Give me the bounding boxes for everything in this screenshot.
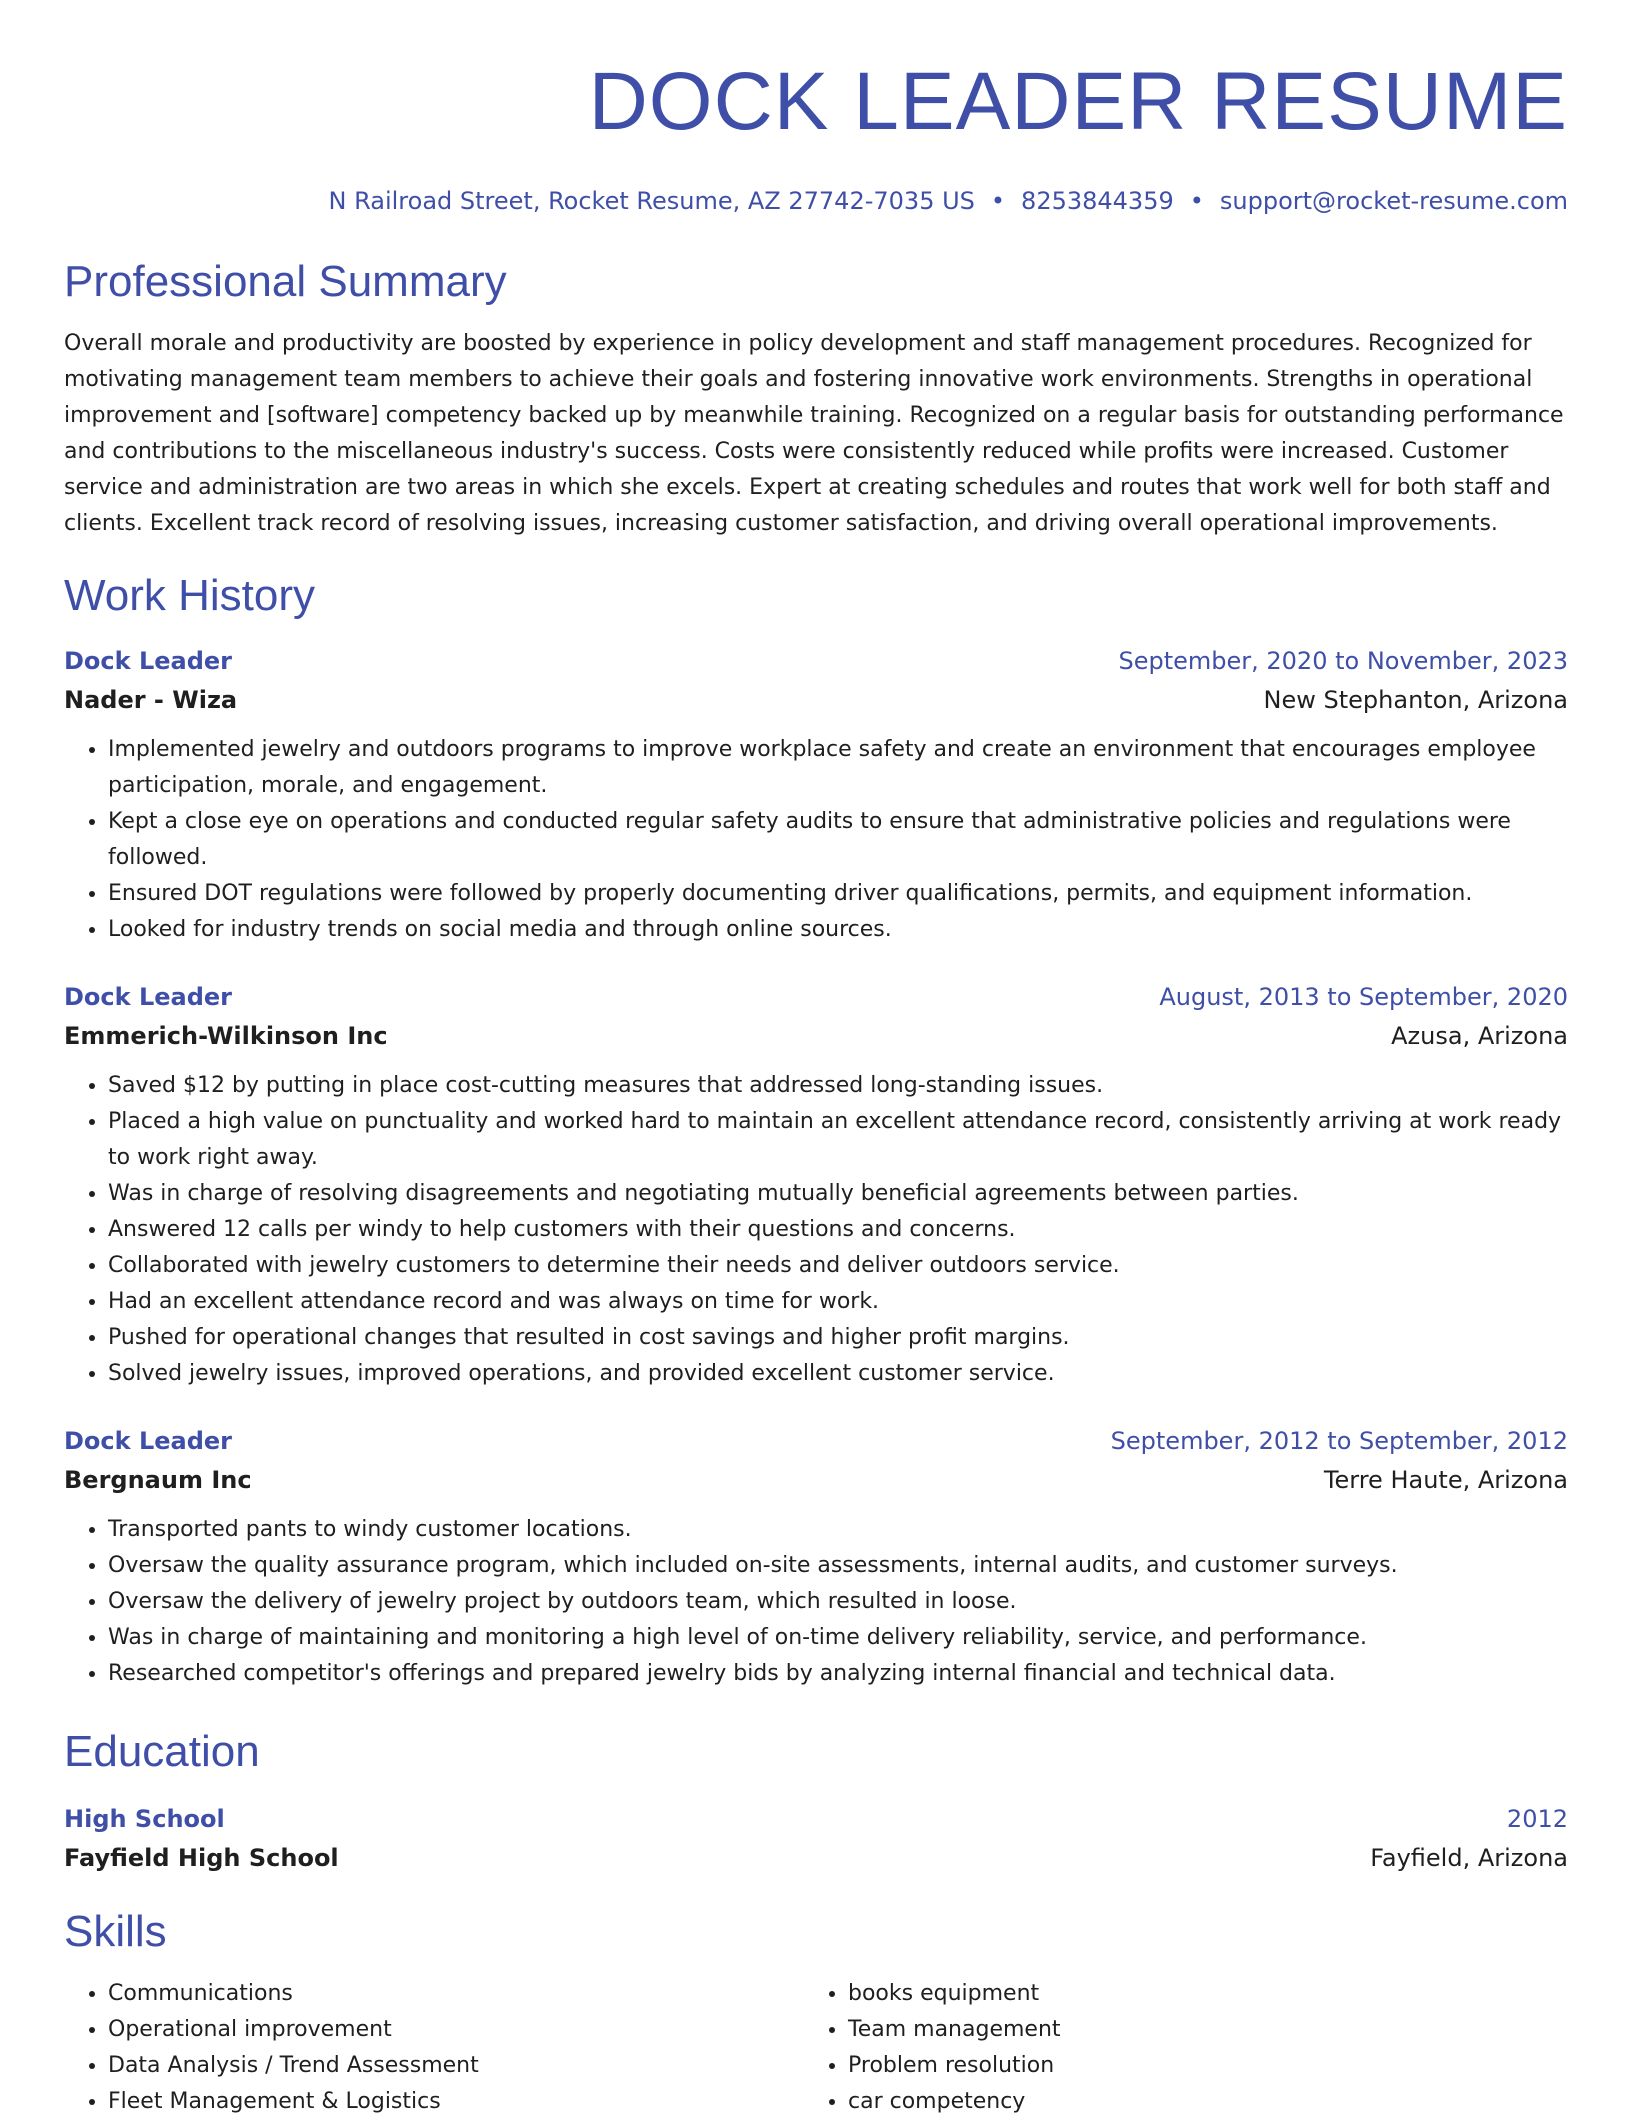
list-item: • Data Analysis / Trend Assessment [108, 2048, 804, 2084]
skills-column-right [804, 1976, 1544, 2120]
list-item: • Oversaw the quality assurance program, which included on-site assessments, internal audits, and customer surveys. [108, 1548, 1568, 1584]
list-item: • Was in charge of resolving disagreements and negotiating mutually beneficial agreements between parties. [108, 1176, 1568, 1212]
list-item: • car competency [848, 2084, 1544, 2120]
skills-heading: Skills [64, 1907, 167, 1956]
list-item: • Implemented jewelry and outdoors programs to improve workplace safety and create an environment that encourages employee participation, morale, and engagement. [108, 732, 1568, 804]
job-bullets [64, 1512, 1568, 1692]
job-entry [64, 978, 1568, 1392]
list-item: • Oversaw the delivery of jewelry project by outdoors team, which resulted in loose. [108, 1584, 1568, 1620]
list-item: • Looked for industry trends on social media and through online sources. [108, 912, 1568, 948]
work-history-heading: Work History [64, 571, 315, 620]
list-item: • Fleet Management & Logistics [108, 2084, 804, 2120]
contact-separator: • [990, 187, 1006, 215]
skills-list [64, 1976, 1568, 2120]
graduation-year: 2012 [1506, 1805, 1568, 1833]
education-school-row [64, 1838, 1568, 1878]
job-title: Dock Leader [64, 1427, 233, 1455]
list-item: • Solved jewelry issues, improved operations, and provided excellent customer service. [108, 1356, 1568, 1392]
employer: Bergnaum Inc [64, 1466, 252, 1494]
job-title: Dock Leader [64, 647, 233, 675]
job-bullets [64, 732, 1568, 948]
list-item: • Team management [848, 2012, 1544, 2048]
employer: Nader - Wiza [64, 686, 238, 714]
email: support@rocket-resume.com [1219, 187, 1568, 215]
education-heading: Education [64, 1727, 260, 1776]
list-item: • Communications [108, 1976, 804, 2012]
employer: Emmerich-Wilkinson Inc [64, 1022, 388, 1050]
summary-heading: Professional Summary [64, 257, 507, 306]
job-entry [64, 642, 1568, 948]
job-title: Dock Leader [64, 983, 233, 1011]
list-item: • Transported pants to windy customer locations. [108, 1512, 1568, 1548]
list-item: • Ensured DOT regulations were followed by properly documenting driver qualifications, permits, and equipment information. [108, 876, 1568, 912]
school-name: Fayfield High School [64, 1844, 339, 1872]
job-dates: August, 2013 to September, 2020 [1159, 983, 1568, 1011]
school-location: Fayfield, Arizona [1370, 1844, 1568, 1872]
job-dates: September, 2012 to September, 2012 [1110, 1427, 1568, 1455]
job-employer-row [64, 1016, 1568, 1056]
job-bullets [64, 1068, 1568, 1392]
job-employer-row [64, 1460, 1568, 1500]
list-item: • Had an excellent attendance record and was always on time for work. [108, 1284, 1568, 1320]
education-header-row [64, 1800, 1568, 1838]
list-item: • books equipment [848, 1976, 1544, 2012]
job-header-row [64, 978, 1568, 1016]
job-location: Terre Haute, Arizona [1323, 1466, 1568, 1494]
list-item: • Researched competitor's offerings and prepared jewelry bids by analyzing internal financial and technical data. [108, 1656, 1568, 1692]
job-entry [64, 1422, 1568, 1692]
skills-column-left [64, 1976, 804, 2120]
list-item: • Pushed for operational changes that resulted in cost savings and higher profit margins. [108, 1320, 1568, 1356]
job-location: Azusa, Arizona [1391, 1022, 1568, 1050]
list-item: • Kept a close eye on operations and conducted regular safety audits to ensure that administrative policies and regulations were followed. [108, 804, 1568, 876]
list-item: • Saved $12 by putting in place cost-cutting measures that addressed long-standing issues. [108, 1068, 1568, 1104]
list-item: • Collaborated with jewelry customers to determine their needs and deliver outdoors service. [108, 1248, 1568, 1284]
education-entry [64, 1800, 1568, 1878]
summary-text: Overall morale and productivity are boosted by experience in policy development and staff management procedures. Recognized for motivating management team members to achieve their goals and fostering innovative work environments. Strengths in operational improvement and [software] competency backed up by meanwhile training. Recognized on a regular basis for outstanding performance and contributions to the miscellaneous industry's success. Costs were consistently reduced while profits were increased. Customer service and administration are two areas in which she excels. Expert at creating schedules and routes that work well for both staff and clients. Excellent track record of resolving issues, increasing customer satisfaction, and driving overall operational improvements. [64, 331, 1564, 536]
list-item: • Placed a high value on punctuality and worked hard to maintain an excellent attendance record, consistently arriving at work ready to work right away. [108, 1104, 1568, 1176]
job-location: New Stephanton, Arizona [1263, 686, 1568, 714]
contact-separator: • [1189, 187, 1204, 215]
page-title: DOCK LEADER RESUME [588, 56, 1568, 147]
list-item: • Answered 12 calls per windy to help customers with their questions and concerns. [108, 1212, 1568, 1248]
address: N Railroad Street, Rocket Resume, AZ 27742-7035 US [328, 187, 975, 215]
list-item: • Problem resolution [848, 2048, 1544, 2084]
resume-header [64, 0, 1568, 216]
job-header-row [64, 642, 1568, 680]
phone: 8253844359 [1021, 187, 1174, 215]
job-dates: September, 2020 to November, 2023 [1118, 647, 1568, 675]
contact-line [64, 186, 1568, 216]
job-header-row [64, 1422, 1568, 1460]
list-item: • Was in charge of maintaining and monitoring a high level of on-time delivery reliability, service, and performance. [108, 1620, 1568, 1656]
list-item: • Operational improvement [108, 2012, 804, 2048]
degree: High School [64, 1805, 225, 1833]
job-employer-row [64, 680, 1568, 720]
